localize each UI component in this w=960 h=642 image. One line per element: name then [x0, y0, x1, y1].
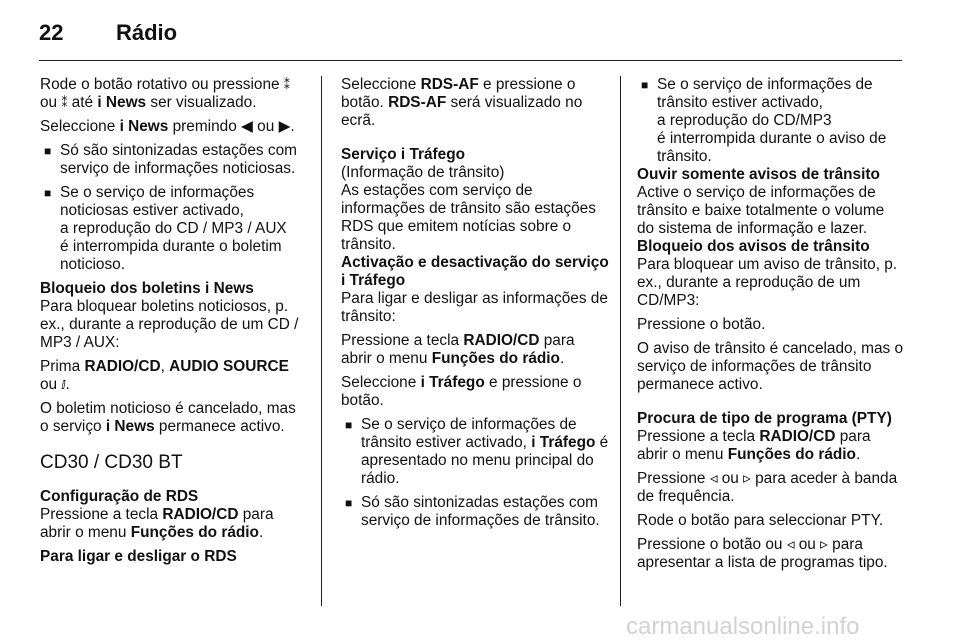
heading-pty: Procura de tipo de programa (PTY) — [637, 410, 892, 427]
page-number: 22 — [39, 20, 64, 45]
seek-up-icon: ⁑ — [283, 78, 290, 92]
bullet-icon: ■ — [641, 78, 649, 92]
paragraph-rds-af: Seleccione RDS-AF e pressione o botão. RDS-AF será visualizado no ecrã. — [341, 76, 583, 129]
column-divider-2 — [620, 76, 621, 606]
paragraph-prima: Prima RADIO/CD, AUDIO SOURCE ou ⅈ. — [40, 358, 289, 393]
paragraph-traffic-lock: Para bloquear um aviso de trânsito, p. ex., durante a reprodução de um CD/MP3: — [637, 256, 898, 309]
heading-cd30: CD30 / CD30 BT — [40, 452, 183, 473]
list-item: ■ Só são sintonizadas estações com serviço de informações noticiosas. — [44, 142, 297, 177]
paragraph-news-block: Para bloquear boletins noticiosos, p. ex., durante a reprodução de um CD / MP3 / AUX: — [40, 298, 299, 351]
list-item: ■ Se o serviço de informações de trânsito estiver activado, a reprodução do CD/MP3 é interrompida durante o aviso de trânsito. — [641, 76, 887, 165]
list-item: ■ Se o serviço de informações noticiosas estiver activado, a reprodução do CD / MP3 / AUX é interrompida durante o boletim noticioso. — [44, 184, 287, 273]
paragraph-traffic-onoff: Para ligar e desligar as informações de trânsito: — [341, 290, 608, 325]
watermark: carmanualsonline.info — [626, 613, 860, 640]
bullet-icon: ■ — [44, 144, 52, 158]
paragraph-rotate: Rode o botão rotativo ou pressione ⁑ ou ⁑ até i News ser visualizado. — [40, 76, 290, 111]
bullet-list — [40, 142, 308, 274]
paragraph-pty-band: Pressione ◃ ou ▹ para aceder à banda de frequência. — [637, 470, 898, 505]
paragraph-pty-list: Pressione o botão ou ◃ ou ▹ para apresentar a lista de programas tipo. — [637, 536, 888, 571]
paragraph-traffic-only: Active o serviço de informações de trânsito e baixe totalmente o volume do sistema de informação e lazer. — [637, 184, 885, 237]
list-item: ■ Se o serviço de informações de trânsito estiver activado, i Tráfego é apresentado no menu principal do rádio. — [345, 416, 609, 487]
heading-traffic-activation: Activação e desactivação do serviço i Tráfego — [341, 254, 609, 289]
paragraph-rds-config: Pressione a tecla RADIO/CD para abrir o menu Funções do rádio. — [40, 506, 274, 541]
bullet-icon: ■ — [345, 418, 353, 432]
heading-news-block: Bloqueio dos boletins i News — [40, 280, 254, 297]
bullet-list — [341, 416, 609, 530]
seek-down-icon: ⁑ — [61, 96, 68, 110]
column-1 — [40, 76, 308, 566]
paragraph-traffic-stations: As estações com serviço de informações de trânsito são estações RDS que emitem notícias sobre o trânsito. — [341, 182, 596, 253]
heading-traffic-lock: Bloqueio dos avisos de trânsito — [637, 238, 870, 255]
bullet-icon: ■ — [44, 186, 52, 200]
paragraph-pty-menu: Pressione a tecla RADIO/CD para abrir o menu Funções do rádio. — [637, 428, 871, 463]
page-header — [39, 18, 177, 48]
paragraph-press-button: Pressione o botão. — [637, 316, 766, 333]
heading-rds-onoff: Para ligar e desligar o RDS — [40, 548, 237, 565]
paragraph-traffic-menu: Pressione a tecla RADIO/CD para abrir o menu Funções do rádio. — [341, 332, 575, 367]
column-2 — [341, 76, 609, 536]
heading-traffic-only: Ouvir somente avisos de trânsito — [637, 166, 880, 183]
bullet-icon: ■ — [345, 496, 353, 510]
list-item: ■ Só são sintonizadas estações com serviço de informações de trânsito. — [345, 494, 600, 529]
paragraph-traffic-select: Seleccione i Tráfego e pressione o botão. — [341, 374, 582, 409]
column-3 — [637, 76, 905, 578]
section-title: Rádio — [116, 20, 178, 45]
column-divider-1 — [321, 76, 322, 606]
header-divider — [39, 60, 902, 61]
paragraph-traffic-sub: (Informação de trânsito) — [341, 164, 505, 181]
bullet-list — [637, 76, 905, 166]
paragraph-news-cancel: O boletim noticioso é cancelado, mas o serviço i News permanece activo. — [40, 400, 296, 435]
paragraph-pty-select: Rode o botão para seleccionar PTY. — [637, 512, 884, 529]
paragraph-select: Seleccione i News premindo ◀ ou ▶. — [40, 118, 295, 135]
info-icon: ⅈ — [61, 378, 66, 392]
heading-rds-config: Configuração de RDS — [40, 488, 199, 505]
heading-traffic-service: Serviço i Tráfego — [341, 146, 466, 163]
paragraph-traffic-cancel: O aviso de trânsito é cancelado, mas o serviço de informações de trânsito permanece activo. — [637, 340, 904, 393]
